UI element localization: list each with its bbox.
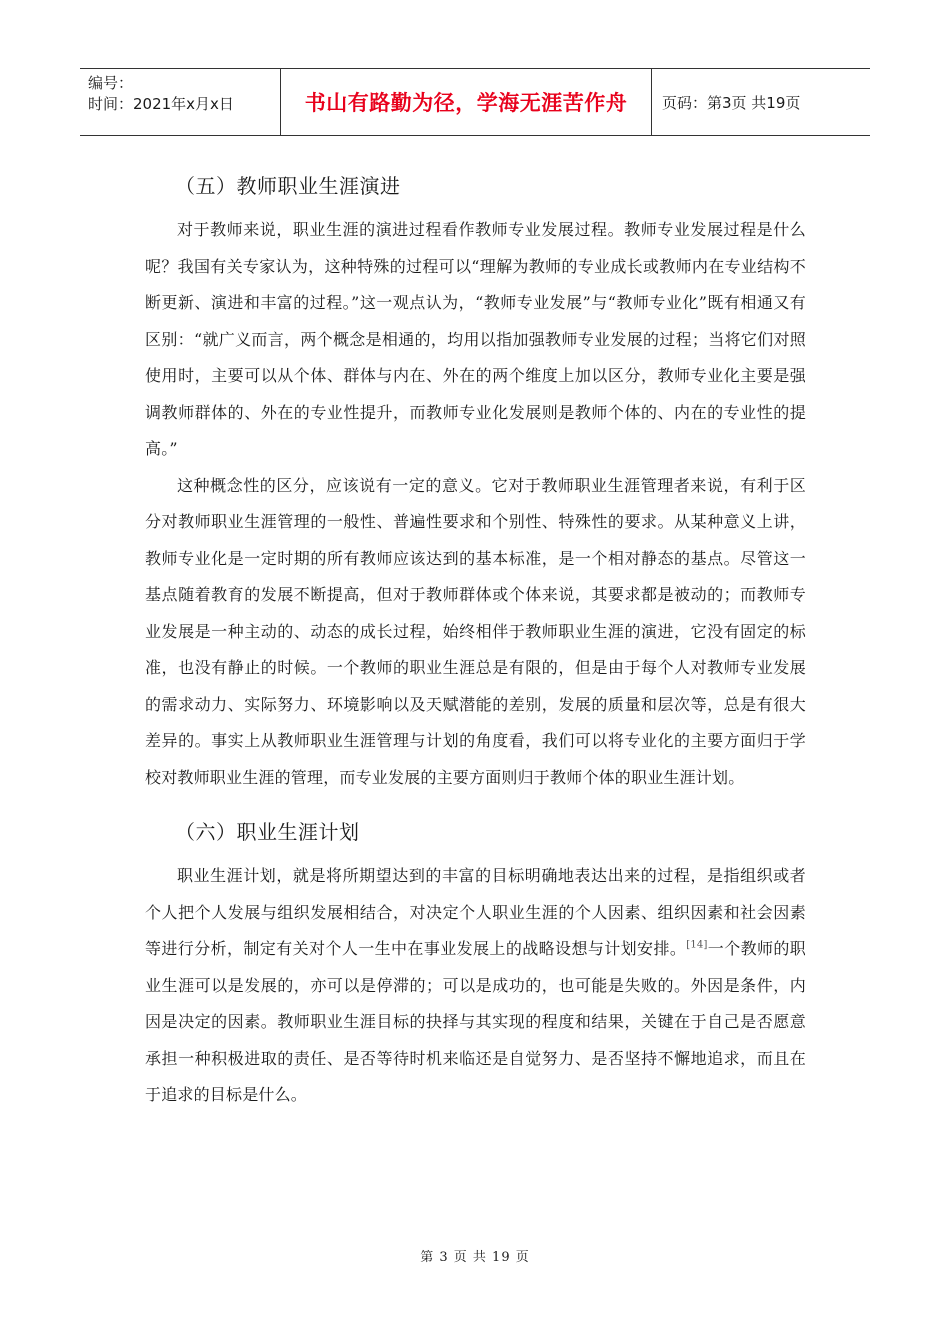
header-motto: 书山有路勤为径，学海无涯苦作舟 xyxy=(281,69,652,135)
paragraph-text: 职业生涯计划，就是将所期望达到的丰富的目标明确地表达出来的过程，是指组织或者个人把个人发展与组织发展相结合，对决定个人职业生涯的个人因素、组织因素和社会因素等进行分析，制定有关对个人一生中在事业发展上的战略设想与计划安排。 xyxy=(145,866,806,958)
header-meta xyxy=(80,69,281,135)
page-footer: 第 3 页 共 19 页 xyxy=(420,1250,530,1265)
header-page-info: 页码：第3页 共19页 xyxy=(662,93,801,112)
citation-ref: [14] xyxy=(686,939,708,951)
paragraph-text: 一个教师的职业生涯可以是发展的，亦可以是停滞的；可以是成功的，也可能是失败的。外因是条件，内因是决定的因素。教师职业生涯目标的抉择与其实现的程度和结果，关键在于自己是否愿意承担一种积极进取的责任、是否等待时机来临还是自觉努力、是否坚持不懈地追求，而且在于追求的目标是什么。 xyxy=(145,939,807,1104)
time-label: 时间：2021年x月x日 xyxy=(88,95,234,113)
section-title-5: （五）教师职业生涯演进 xyxy=(175,174,401,198)
section-title-6: （六）职业生涯计划 xyxy=(175,820,360,844)
number-label: 编号： xyxy=(88,74,134,92)
paragraph xyxy=(145,858,806,1114)
header-table xyxy=(80,68,870,136)
paragraph: 这种概念性的区分，应该说有一定的意义。它对于教师职业生涯管理者来说，有利于区分对教师职业生涯管理的一般性、普遍性要求和个别性、特殊性的要求。从某种意义上讲，教师专业化是一定时期的所有教师应该达到的基本标准，是一个相对静态的基点。尽管这一基点随着教育的发展不断提高，但对于教师群体或个体来说，其要求都是被动的；而教师专业发展是一种主动的、动态的成长过程，始终相伴于教师职业生涯的演进，它没有固定的标准，也没有静止的时候。一个教师的职业生涯总是有限的，但是由于每个人对教师专业发展的需求动力、实际努力、环境影响以及天赋潜能的差别，发展的质量和层次等，总是有很大差异的。事实上从教师职业生涯管理与计划的角度看，我们可以将专业化的主要方面归于学校对教师职业生涯的管理，而专业发展的主要方面则归于教师个体的职业生涯计划。 xyxy=(145,475,806,787)
paragraph: 对于教师来说，职业生涯的演进过程看作教师专业发展过程。教师专业发展过程是什么呢？我国有关专家认为，这种特殊的过程可以“理解为教师的专业成长或教师内在专业结构不断更新、演进和丰富的过程。”这一观点认为，“教师专业发展”与“教师专业化”既有相通又有区别：“就广义而言，两个概念是相通的，均用以指加强教师专业发展的过程；当将它们对照使用时，主要可以从个体、群体与内在、外在的两个维度上加以区分，教师专业化主要是强调教师群体的、外在的专业性提升，而教师专业化发展则是教师个体的、内在的专业性的提高。” xyxy=(145,220,806,458)
document-body xyxy=(145,160,806,1114)
